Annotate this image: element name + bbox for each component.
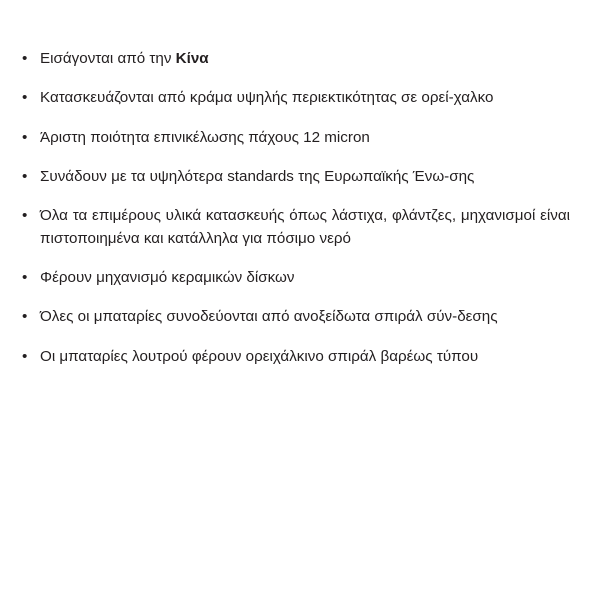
list-item <box>18 205 570 250</box>
bullet-icon: • <box>22 269 28 287</box>
bullet-icon: • <box>22 207 28 225</box>
bullet-icon: • <box>22 308 28 326</box>
list-item <box>18 166 570 188</box>
list-item-text-lead: Εισάγονται από την <box>40 50 176 67</box>
bullet-icon: • <box>22 168 28 186</box>
list-item-text: Όλα τα επιμέρους υλικά κατασκευής όπως λάστιχα, φλάντζες, μηχανισμοί είναι πιστοποιημένα και κατάλληλα για πόσιμο νερό <box>40 207 570 247</box>
list-item <box>18 48 570 70</box>
list-item-text: Συνάδουν με τα υψηλότερα standards της Ευρωπαϊκής Ένω-σης <box>40 168 475 186</box>
feature-bullet-list <box>18 48 570 368</box>
bullet-icon: • <box>22 128 28 146</box>
list-item <box>18 267 570 289</box>
list-item <box>18 346 570 368</box>
list-item-text: Όλες οι μπαταρίες συνοδεύονται από ανοξείδωτα σπιράλ σύν-δεσης <box>40 308 498 326</box>
list-item-text: Οι μπαταρίες λουτρού φέρουν ορειχάλκινο σπιράλ βαρέως τύπου <box>40 347 479 365</box>
list-item-emphasis: Κίνα <box>175 50 209 67</box>
bullet-icon: • <box>22 347 28 365</box>
list-item <box>18 87 570 109</box>
list-item <box>18 306 570 328</box>
list-item-text <box>40 48 570 70</box>
bullet-icon: • <box>22 50 28 67</box>
list-item-text: Άριστη ποιότητα επινικέλωσης πάχους 12 micron <box>40 128 370 146</box>
bullet-icon: • <box>22 89 28 107</box>
list-item <box>18 127 570 149</box>
list-item-text: Φέρουν μηχανισμό κεραμικών δίσκων <box>40 269 295 287</box>
list-item-text: Κατασκευάζονται από κράμα υψηλής περιεκτικότητας σε ορεί-χαλκο <box>40 89 494 107</box>
